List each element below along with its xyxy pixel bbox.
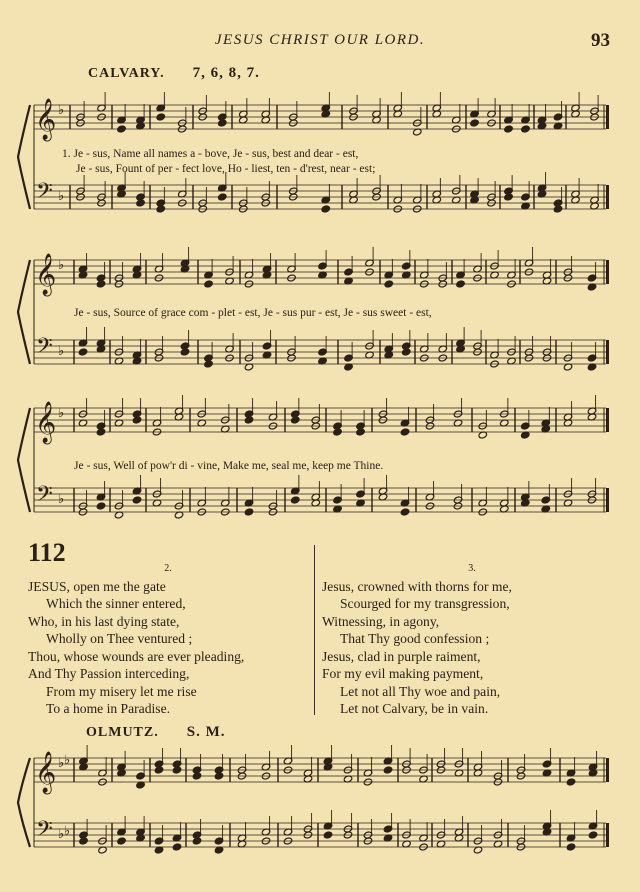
notehead [156, 113, 165, 121]
flat-icon: ♭ [58, 755, 65, 770]
treble-clef-icon: 𝄞 [35, 254, 57, 295]
notehead [218, 119, 227, 127]
notehead [156, 205, 165, 213]
stanza-line: Wholly on Thee ventured ; [46, 631, 193, 646]
notehead [400, 508, 409, 516]
music-system-2 [0, 245, 640, 393]
stanza-line: Who, in his last dying state, [28, 613, 180, 629]
notehead [244, 508, 253, 516]
stanza-line: To a home in Paradise. [46, 701, 171, 716]
final-barline [606, 823, 609, 847]
notehead [383, 766, 392, 774]
notehead [204, 280, 213, 288]
notehead [521, 125, 530, 133]
page-number: 93 [591, 30, 610, 51]
brace [18, 260, 30, 364]
stanza-line: Let not Calvary, be in vain. [340, 701, 489, 716]
notehead [117, 125, 126, 133]
stanza-line: Which the sinner entered, [46, 596, 186, 611]
tune-meter: 7, 6, 8, 7. [192, 65, 260, 81]
lyric-line-1: 1. Je - sus, Name all names a - bove, Je - sus, best and dear - est, [62, 148, 359, 160]
treble-clef-icon: 𝄞 [35, 402, 57, 443]
staff-system-2 [0, 245, 640, 393]
flat-icon: ♭ [64, 752, 71, 767]
notehead [291, 416, 300, 424]
stanza-line: From my misery let me rise [46, 683, 197, 699]
stanza-line: And Thy Passion interceding, [28, 666, 190, 681]
tune-heading-2 [86, 723, 225, 741]
music-system-3 [0, 393, 640, 535]
flat-icon: ♭ [58, 491, 65, 506]
bass-clef-icon: 𝄢 [36, 179, 53, 209]
lyric-line-3: Je - sus, Source of grace com - plet - est, Je - sus pur - est, Je - sus sweet - est, [74, 307, 432, 319]
notehead [214, 772, 223, 780]
notehead [96, 428, 105, 436]
notehead [323, 831, 332, 839]
stanza-line: Thou, whose wounds are ever pleading, [28, 648, 245, 664]
notehead [553, 205, 562, 213]
stanza-line: Witnessing, in agony, [322, 613, 440, 629]
flat-icon: ♭ [58, 102, 65, 117]
staff-system-4 [0, 745, 640, 885]
notehead [402, 348, 411, 356]
notehead [96, 280, 105, 288]
notehead [136, 199, 145, 207]
stanza-line: JESUS, open me the gate [28, 578, 166, 594]
notehead [79, 837, 88, 845]
stanza-number: 2. [164, 563, 172, 574]
notehead [356, 428, 365, 436]
brace [18, 758, 30, 847]
notehead [132, 416, 141, 424]
stanza-line: For my evil making payment, [322, 666, 484, 681]
flat-icon: ♭ [58, 257, 65, 272]
stanza-line: Jesus, crowned with thorns for me, [322, 578, 512, 594]
page-header [0, 30, 640, 54]
flat-icon: ♭ [64, 823, 71, 838]
flat-icon: ♭ [58, 826, 65, 841]
bass-clef-icon: 𝄢 [36, 482, 53, 512]
notehead [204, 360, 213, 368]
notehead [96, 502, 105, 510]
flat-icon: ♭ [58, 343, 65, 358]
final-barline [606, 758, 609, 782]
stanza-2 [28, 560, 308, 718]
final-barline [606, 488, 609, 512]
final-barline [606, 340, 609, 364]
stanza-line: That Thy good confession ; [340, 631, 490, 646]
running-title: JESUS CHRIST OUR LORD. [214, 32, 426, 48]
hymn-number: 112 [28, 538, 66, 567]
notehead [566, 778, 575, 786]
bass-clef-icon: 𝄢 [36, 817, 53, 847]
brace [18, 105, 30, 209]
stanza-line: Jesus, clad in purple raiment, [322, 648, 481, 664]
brace [18, 408, 30, 512]
final-barline [606, 260, 609, 284]
treble-clef-icon: 𝄞 [35, 99, 57, 140]
notehead [244, 416, 253, 424]
final-barline [606, 105, 609, 129]
flat-icon: ♭ [58, 188, 65, 203]
stanza-line: Scourged for my transgression, [340, 596, 510, 611]
treble-clef-icon: 𝄞 [35, 752, 57, 793]
stanza-3 [322, 560, 622, 718]
notehead [400, 428, 409, 436]
notehead [154, 766, 163, 774]
notehead [192, 837, 201, 845]
bass-clef-icon: 𝄢 [36, 334, 53, 364]
flat-icon: ♭ [58, 405, 65, 420]
tune-name: CALVARY. [88, 66, 165, 81]
notehead [78, 348, 87, 356]
notehead [504, 125, 513, 133]
notehead [333, 428, 342, 436]
stanza-line: Let not all Thy woe and pain, [340, 683, 501, 699]
notehead [291, 496, 300, 504]
notehead [588, 831, 597, 839]
notehead [132, 496, 141, 504]
final-barline [606, 185, 609, 209]
notehead [117, 837, 126, 845]
notehead [180, 348, 189, 356]
notehead [192, 772, 201, 780]
notehead [218, 193, 227, 201]
tune-heading [88, 64, 260, 82]
notehead [321, 205, 330, 213]
notehead [172, 766, 181, 774]
lyric-line-2: Je - sus, Fount of per - fect love, Ho - liest, ten - d'rest, near - est; [76, 163, 376, 175]
notehead [172, 843, 181, 851]
notehead [384, 280, 393, 288]
music-system-1 [0, 90, 640, 245]
notehead [566, 843, 575, 851]
tune-meter: S. M. [186, 724, 226, 740]
final-barline [606, 408, 609, 432]
column-divider [314, 545, 315, 715]
lyric-line-4: Je - sus, Well of pow'r di - vine, Make me, seal me, keep me Thine. [74, 460, 384, 472]
notehead [470, 119, 479, 127]
notehead [504, 193, 513, 201]
stanza-number: 3. [468, 563, 476, 574]
tune-name: OLMUTZ. [86, 725, 159, 740]
notehead [456, 280, 465, 288]
music-system-4 [0, 745, 640, 885]
